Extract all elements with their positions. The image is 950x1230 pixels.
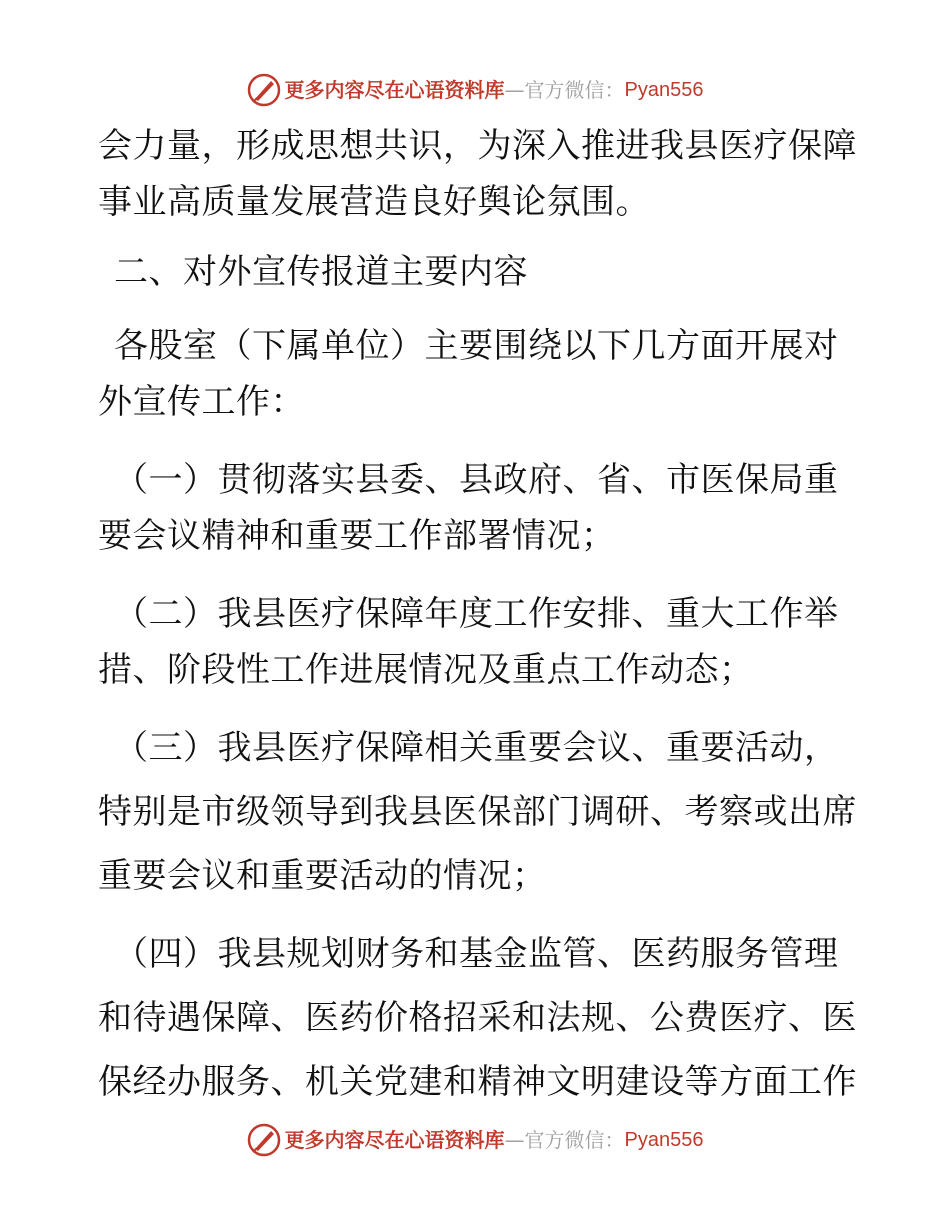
list-item-1-line: （一）贯彻落实县委、县政府、省、市医保局重 xyxy=(114,460,839,500)
quill-logo-icon xyxy=(247,73,281,107)
watermark-account: Pyan556 xyxy=(624,79,704,101)
list-item-1-line: 要会议精神和重要工作部署情况； xyxy=(98,516,616,556)
list-item-4-line: 和待遇保障、医药价格招采和法规、公费医疗、医 xyxy=(98,998,857,1038)
list-item-4-line: （四）我县规划财务和基金监管、医药服务管理 xyxy=(114,934,839,974)
list-item-4-line: 保经办服务、机关党建和精神文明建设等方面工作 xyxy=(98,1062,857,1102)
body-line: 各股室（下属单位）主要围绕以下几方面开展对 xyxy=(114,326,839,366)
list-item-3-line: 重要会议和重要活动的情况； xyxy=(98,856,547,896)
watermark-footer xyxy=(0,1120,950,1160)
body-line: 会力量，形成思想共识，为深入推进我县医疗保障 xyxy=(98,126,857,166)
list-item-3-line: 特别是市级领导到我县医保部门调研、考察或出席 xyxy=(98,792,857,832)
body-line: 事业高质量发展营造良好舆论氛围。 xyxy=(98,182,650,222)
quill-logo-icon xyxy=(247,1123,281,1157)
watermark-separator: —官方微信： xyxy=(504,78,625,102)
list-item-2-line: （二）我县医疗保障年度工作安排、重大工作举 xyxy=(114,594,839,634)
body-line: 外宣传工作： xyxy=(98,382,305,422)
watermark-site-name: 更多内容尽在心语资料库 xyxy=(284,1128,505,1152)
list-item-2-line: 措、阶段性工作进展情况及重点工作动态； xyxy=(98,650,754,690)
watermark-header xyxy=(0,70,950,110)
watermark-site-name: 更多内容尽在心语资料库 xyxy=(284,78,505,102)
document-body xyxy=(98,118,858,1110)
watermark-account: Pyan556 xyxy=(624,1129,704,1151)
section-heading: 二、对外宣传报道主要内容 xyxy=(114,252,528,292)
list-item-3-line: （三）我县医疗保障相关重要会议、重要活动， xyxy=(114,728,839,768)
watermark-separator: —官方微信： xyxy=(504,1128,625,1152)
